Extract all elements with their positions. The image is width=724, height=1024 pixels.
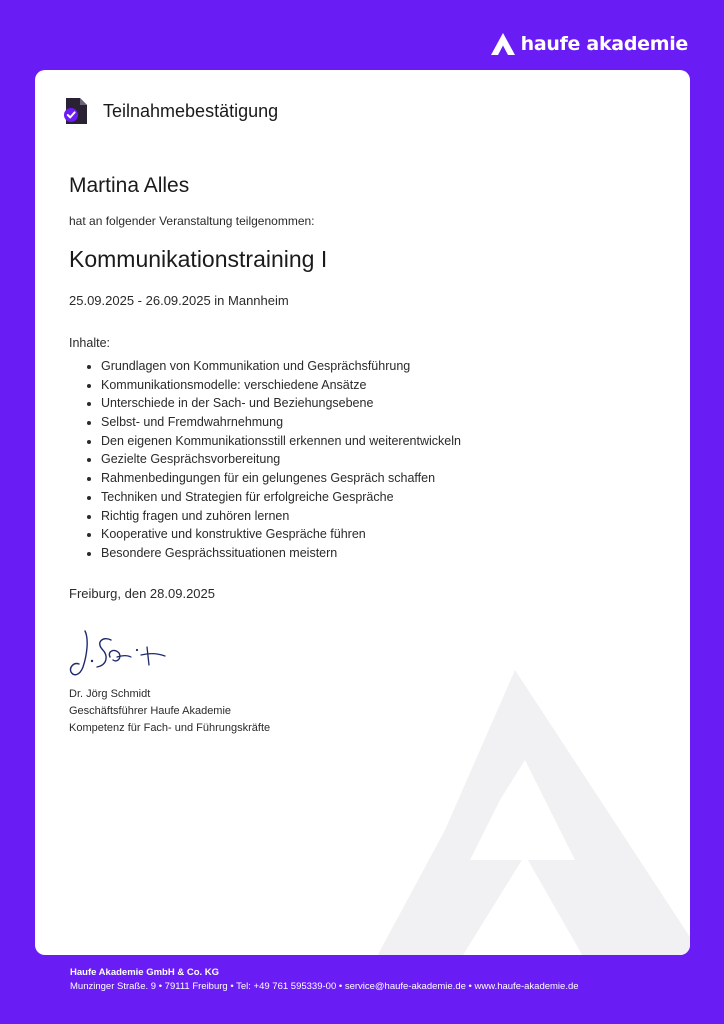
list-item: • Selbst- und Fremdwahrnehmung [101,413,461,432]
document-title: Teilnahmebestätigung [103,100,279,121]
certificate-card [35,70,690,955]
course-dates: 25.09.2025 - 26.09.2025 in Mannheim [69,293,289,308]
list-item: • Unterschiede in der Sach- und Beziehungsebene [101,394,461,413]
signature-image [65,625,175,685]
haufe-a-logo-icon [491,33,515,55]
participation-intro: hat an folgender Veranstaltung teilgenommen: [69,214,315,228]
document-header [61,96,278,126]
brand-logo [491,33,688,55]
signer-block [69,686,270,737]
list-item: • Grundlagen von Kommunikation und Gesprächsführung [101,357,461,376]
signer-tagline: Kompetenz für Fach- und Führungskräfte [69,722,271,734]
signer-role: Geschäftsführer Haufe Akademie [69,705,232,717]
course-title: Kommunikationstraining I [69,246,328,272]
participant-name: Martina Alles [69,174,190,197]
list-item: • Techniken und Strategien für erfolgreiche Gespräche [101,488,461,507]
list-item: • Rahmenbedingungen für ein gelungenes Gespräch schaffen [101,469,461,488]
haufe-a-watermark-icon [375,670,690,955]
issue-place-date: Freiburg, den 28.09.2025 [69,586,215,601]
contents-list [69,357,461,563]
list-item: • Besondere Gesprächssituationen meistern [101,544,461,563]
contents-label: Inhalte: [69,336,111,350]
footer [70,966,579,994]
list-item: • Kommunikationsmodelle: verschiedene Ansätze [101,376,461,395]
list-item: • Gezielte Gesprächsvorbereitung [101,450,461,469]
list-item: • Richtig fragen und zuhören lernen [101,507,461,526]
certificate-document-icon [61,96,91,126]
footer-address: Munzinger Straße. 9 • 79111 Freiburg • Tel: +49 761 595339-00 • service@haufe-akademie.de • www.haufe-akademie.de [70,981,579,992]
signer-name: Dr. Jörg Schmidt [69,688,151,700]
list-item: • Den eigenen Kommunikationsstill erkennen und weiterentwickeln [101,432,461,451]
list-item: • Kooperative und konstruktive Gespräche führen [101,525,461,544]
brand-name: haufe akademie [520,33,688,55]
footer-company: Haufe Akademie GmbH & Co. KG [70,967,220,978]
